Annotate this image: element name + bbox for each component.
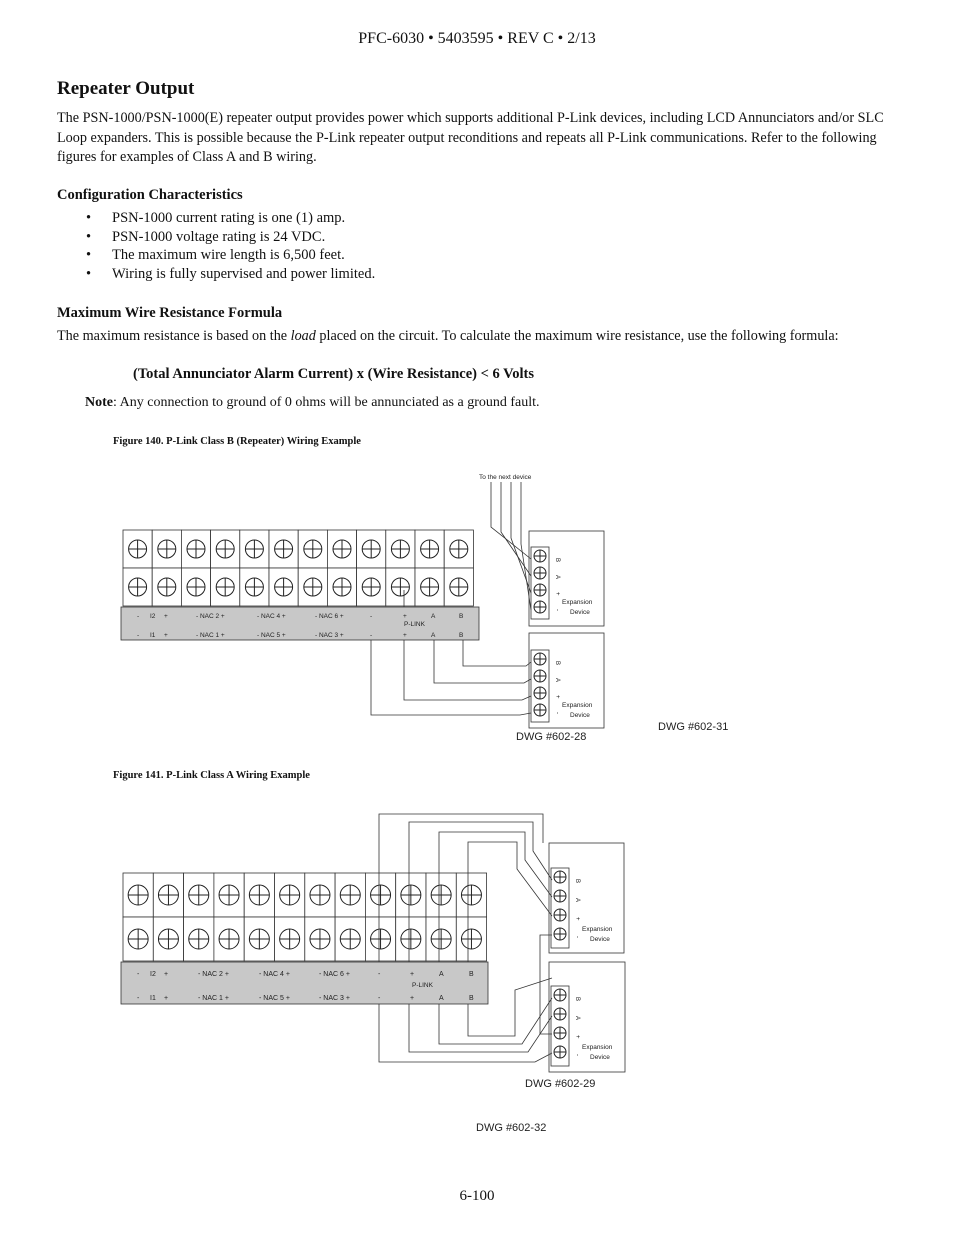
terminal-label: + <box>403 613 407 620</box>
device-label: Device <box>590 936 610 943</box>
terminal-screw <box>187 540 205 558</box>
plink-label: P-LINK <box>404 621 425 628</box>
device-terminal-label: - <box>554 712 560 714</box>
terminal-screw <box>534 687 546 699</box>
page-header: PFC-6030 • 5403595 • REV C • 2/13 <box>358 30 596 47</box>
terminal-screw <box>245 540 263 558</box>
intro-paragraph: The PSN-1000/PSN-1000(E) repeater output provides power which supports additional P-Link devices, including LCD Annunciators and/or SLC Loop expanders. This is possible because the P-Link repeater output reconditions and repeats all P-Link communications. Refer to the following figures for examples of Class A and B wiring. <box>57 110 884 165</box>
terminal-screw <box>371 885 391 905</box>
note-label: Note <box>85 395 113 410</box>
terminal-screw <box>431 885 451 905</box>
dwg-number: DWG #602-31 <box>658 721 729 733</box>
figure-141-diagram <box>121 814 625 1134</box>
terminal-label: A <box>439 995 444 1002</box>
terminal-screw <box>401 929 421 949</box>
terminal-screw <box>554 989 566 1001</box>
formula-text-before: The maximum resistance is based on the <box>57 328 291 344</box>
terminal-screw <box>158 929 178 949</box>
terminal-screw <box>554 909 566 921</box>
device-terminal-label: - <box>554 609 560 611</box>
terminal-label: - NAC 1 + <box>198 995 229 1002</box>
device-terminal-label: A <box>574 1016 580 1021</box>
terminal-screw <box>129 578 147 596</box>
list-item: • PSN-1000 current rating is one (1) amp. <box>86 209 375 228</box>
device-terminal-label: A <box>554 575 560 580</box>
figure-141-caption: Figure 141. P-Link Class A Wiring Example <box>113 770 310 781</box>
terminal-screw <box>304 540 322 558</box>
expansion-device <box>549 843 624 953</box>
terminal-screw <box>554 1008 566 1020</box>
terminal-label: - NAC 1 + <box>196 632 225 639</box>
list-item: • Wiring is fully supervised and power limited. <box>86 265 375 284</box>
device-label: Device <box>570 609 590 616</box>
terminal-screw <box>310 929 330 949</box>
terminal-screw <box>534 584 546 596</box>
terminal-screw <box>340 885 360 905</box>
device-label: Device <box>570 712 590 719</box>
terminal-label: + <box>403 632 407 639</box>
terminal-label: B <box>459 632 464 639</box>
terminal-screw <box>421 540 439 558</box>
terminal-screw <box>219 929 239 949</box>
terminal-label: - <box>370 613 373 620</box>
terminal-label: - NAC 6 + <box>319 971 350 978</box>
terminal-label: - NAC 6 + <box>315 613 344 620</box>
terminal-screw <box>128 929 148 949</box>
formula-heading: Maximum Wire Resistance Formula <box>57 305 283 321</box>
config-heading: Configuration Characteristics <box>57 187 243 203</box>
next-device-label: To the next device <box>479 474 532 481</box>
terminal-screw <box>249 885 269 905</box>
terminal-screw <box>275 578 293 596</box>
terminal-screw <box>554 1046 566 1058</box>
device-terminal-label: + <box>574 917 580 921</box>
terminal-board <box>123 873 487 961</box>
terminal-screw <box>280 929 300 949</box>
section-title: Repeater Output <box>57 78 195 99</box>
terminal-label: A <box>431 613 436 620</box>
device-terminal-label: B <box>574 997 580 1002</box>
terminal-label: B <box>459 613 464 620</box>
expansion-device <box>529 633 604 728</box>
device-terminal-label: A <box>574 898 580 903</box>
terminal-screw <box>401 885 421 905</box>
terminal-screw <box>554 928 566 940</box>
device-label: Expansion <box>582 926 613 933</box>
terminal-screw <box>362 540 380 558</box>
terminal-screw <box>280 885 300 905</box>
figure-140-caption: Figure 140. P-Link Class B (Repeater) Wiring Example <box>113 436 361 447</box>
terminal-screw <box>333 578 351 596</box>
terminal-screw <box>275 540 293 558</box>
device-label: Device <box>590 1054 610 1061</box>
terminal-screw <box>461 885 481 905</box>
terminal-label: - <box>378 971 381 978</box>
device-label: Expansion <box>562 702 593 709</box>
terminal-screw <box>158 885 178 905</box>
list-item: • PSN-1000 voltage rating is 24 VDC. <box>86 228 375 247</box>
device-terminal-label: + <box>574 1035 580 1039</box>
terminal-screw <box>216 578 234 596</box>
terminal-screw <box>534 704 546 716</box>
terminal-screw <box>391 540 409 558</box>
figure-140-diagram <box>121 474 728 743</box>
terminal-screw <box>128 885 148 905</box>
device-label: Expansion <box>582 1044 613 1051</box>
expansion-device <box>549 962 625 1072</box>
terminal-screw <box>129 540 147 558</box>
terminal-board <box>123 530 473 606</box>
terminal-label: + <box>410 995 415 1002</box>
terminal-screw <box>421 578 439 596</box>
terminal-label: - <box>137 632 140 639</box>
terminal-screw <box>216 540 234 558</box>
terminal-label: - <box>137 995 140 1002</box>
device-terminal-label: + <box>554 695 560 699</box>
terminal-screw <box>333 540 351 558</box>
terminal-screw <box>554 890 566 902</box>
device-terminal-label: - <box>574 936 580 938</box>
expansion-device <box>529 531 604 626</box>
terminal-label-strip <box>121 607 479 640</box>
device-terminal-label: A <box>554 678 560 683</box>
terminal-label: - NAC 3 + <box>315 632 344 639</box>
terminal-screw <box>362 578 380 596</box>
terminal-screw <box>554 1027 566 1039</box>
device-terminal-label: B <box>574 879 580 884</box>
terminal-label: - <box>370 632 373 639</box>
device-terminal-label: - <box>574 1054 580 1056</box>
device-terminal-label: B <box>554 661 560 666</box>
dwg-number: DWG #602-32 <box>476 1122 547 1134</box>
dwg-number: DWG #602-29 <box>525 1078 596 1090</box>
terminal-label: - NAC 3 + <box>319 995 350 1002</box>
terminal-screw <box>189 929 209 949</box>
terminal-screw <box>219 885 239 905</box>
terminal-screw <box>534 670 546 682</box>
terminal-label: - NAC 2 + <box>196 613 225 620</box>
terminal-screw <box>450 578 468 596</box>
terminal-screw <box>450 540 468 558</box>
page-number: 6-100 <box>459 1188 495 1204</box>
terminal-label: I1 <box>150 995 156 1002</box>
terminal-label: - <box>378 995 381 1002</box>
terminal-screw <box>431 929 451 949</box>
terminal-screw <box>249 929 269 949</box>
terminal-screw <box>554 871 566 883</box>
terminal-screw <box>534 567 546 579</box>
terminal-label: + <box>164 613 168 620</box>
terminal-label: B <box>469 995 474 1002</box>
terminal-label: - NAC 2 + <box>198 971 229 978</box>
terminal-label: - NAC 5 + <box>257 632 286 639</box>
note-text: : Any connection to ground of 0 ohms will be annunciated as a ground fault. <box>113 395 540 410</box>
terminal-label: - NAC 4 + <box>259 971 290 978</box>
terminal-label: + <box>410 971 415 978</box>
terminal-label: A <box>439 971 444 978</box>
terminal-label: I1 <box>150 632 156 639</box>
terminal-label: - NAC 5 + <box>259 995 290 1002</box>
terminal-screw <box>245 578 263 596</box>
terminal-label: - <box>137 613 140 620</box>
terminal-screw <box>340 929 360 949</box>
terminal-screw <box>310 885 330 905</box>
terminal-label: I2 <box>150 971 156 978</box>
device-label: Expansion <box>562 599 593 606</box>
plink-label: P-LINK <box>412 982 433 989</box>
terminal-screw <box>371 929 391 949</box>
terminal-label: A <box>431 632 436 639</box>
formula: (Total Annunciator Alarm Current) x (Wire Resistance) < 6 Volts <box>133 366 534 382</box>
terminal-label: - NAC 4 + <box>257 613 286 620</box>
terminal-screw <box>187 578 205 596</box>
terminal-screw <box>534 550 546 562</box>
terminal-label: + <box>164 995 169 1002</box>
terminal-screw <box>304 578 322 596</box>
dwg-number: DWG #602-28 <box>516 731 587 743</box>
device-terminal-label: B <box>554 558 560 563</box>
terminal-screw <box>391 578 409 596</box>
terminal-label: - <box>137 971 140 978</box>
terminal-label: + <box>164 632 168 639</box>
terminal-screw <box>461 929 481 949</box>
terminal-screw <box>534 653 546 665</box>
terminal-label: + <box>164 971 169 978</box>
formula-text-after: placed on the circuit. To calculate the maximum wire resistance, use the following formula: <box>315 328 839 344</box>
terminal-screw <box>189 885 209 905</box>
device-terminal-label: + <box>554 592 560 596</box>
terminal-screw <box>158 540 176 558</box>
load-emphasis: load <box>290 328 316 344</box>
terminal-label: B <box>469 971 474 978</box>
list-item: • The maximum wire length is 6,500 feet. <box>86 246 375 265</box>
terminal-label: I2 <box>150 613 156 620</box>
terminal-screw <box>158 578 176 596</box>
terminal-screw <box>534 601 546 613</box>
